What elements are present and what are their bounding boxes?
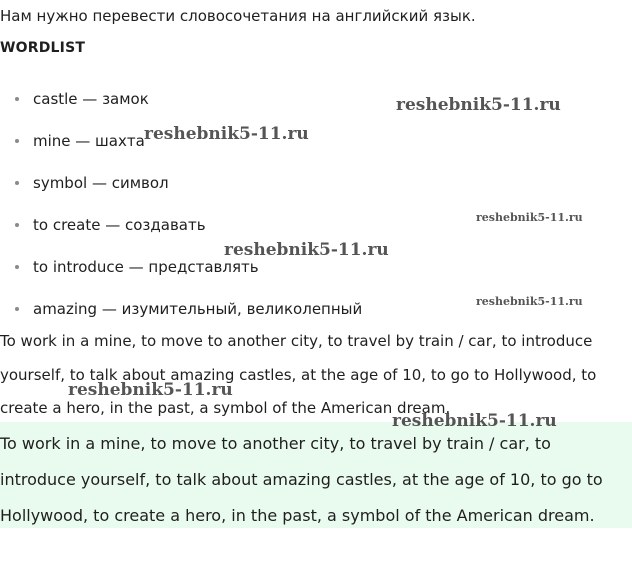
watermark: reshebnik5-11.ru (68, 380, 233, 400)
list-item-text: to introduce — представлять (33, 258, 259, 276)
list-item-text: amazing — изумительный, великолепный (33, 300, 363, 318)
list-item (0, 86, 362, 128)
list-item-text: symbol — символ (33, 174, 169, 192)
watermark: reshebnik5-11.ru (476, 211, 583, 224)
list-item-text: to create — создавать (33, 216, 206, 234)
list-item (0, 254, 362, 296)
watermark: reshebnik5-11.ru (224, 240, 389, 260)
bullet-icon (15, 307, 19, 311)
answer-text: To work in a mine, to move to another city, to travel by train / car, to introduce yourself, to talk about amazing castles, at the age of 10, to go to Hollywood, to create a hero, in the past, a symbol of the American dream. (0, 434, 603, 525)
wordlist-heading: WORDLIST (0, 40, 86, 56)
task-paragraph: To work in a mine, to move to another city, to travel by train / car, to introduce yourself, to talk about amazing castles, at the age of 10, to go to Hollywood, to create a hero, in the past, a symbol of the American dream. (0, 332, 597, 417)
bullet-icon (15, 181, 19, 185)
bullet-icon (15, 139, 19, 143)
watermark: reshebnik5-11.ru (396, 95, 561, 115)
bullet-icon (15, 223, 19, 227)
watermark: reshebnik5-11.ru (476, 295, 583, 308)
list-item-text: castle — замок (33, 90, 149, 108)
watermark: reshebnik5-11.ru (392, 411, 557, 431)
list-item (0, 170, 362, 212)
bullet-icon (15, 97, 19, 101)
answer-block (0, 422, 632, 528)
watermark: reshebnik5-11.ru (144, 124, 309, 144)
bullet-icon (15, 265, 19, 269)
intro-text: Нам нужно перевести словосочетания на английский язык. (0, 7, 476, 25)
list-item-text: mine — шахта (33, 132, 145, 150)
